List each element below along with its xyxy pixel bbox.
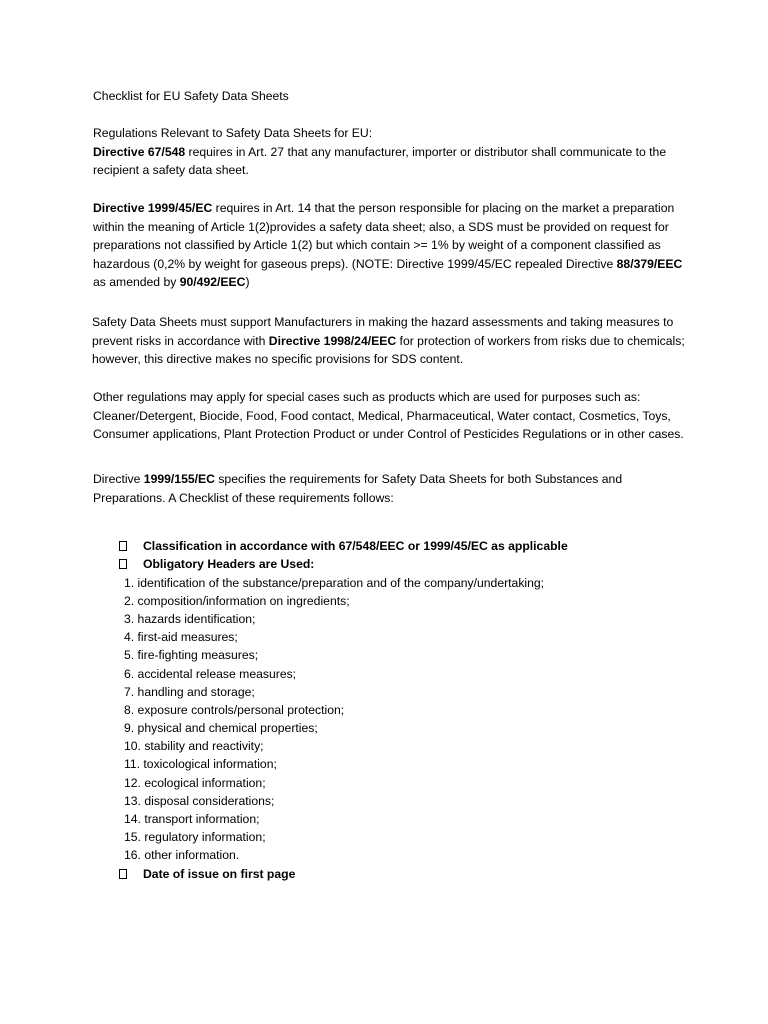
list-item: 15. regulatory information; bbox=[124, 830, 266, 845]
list-item: 8. exposure controls/personal protection; bbox=[124, 702, 345, 717]
directive-1999-155-paragraph bbox=[93, 470, 693, 507]
list-item: 11. toxicological information; bbox=[124, 757, 277, 772]
amended-by-text: as amended by bbox=[93, 275, 180, 290]
list-item: 9. physical and chemical properties; bbox=[124, 721, 318, 736]
checkbox-icon bbox=[119, 541, 127, 551]
checkbox-icon bbox=[119, 869, 127, 879]
list-item: 3. hazards identification; bbox=[124, 611, 256, 626]
directive-1999-45-text: requires in Art. 14 that the person responsible for placing on the market a preparation within the meaning of Article 1(2)provides a safety data sheet; also, a SDS must be provided on request for preparations not classified by Article 1(2) but which contain >= 1% by weight of a component classified as hazardous (0,2% by weight for gaseous preps). (NOTE: Directive 1999/45/EC repealed Directive bbox=[93, 201, 675, 271]
obligatory-headers-list bbox=[117, 574, 677, 865]
checklist-item-headers bbox=[117, 555, 677, 573]
sds-support-paragraph bbox=[92, 313, 692, 369]
checkbox-icon bbox=[119, 559, 127, 569]
checklist-item-label: Obligatory Headers are Used: bbox=[143, 557, 315, 572]
list-item: 2. composition/information on ingredients; bbox=[124, 593, 350, 608]
closing-paren: ) bbox=[245, 275, 250, 290]
list-item: 12. ecological information; bbox=[124, 775, 266, 790]
directive-1999-155-text: specifies the requirements for Safety Data Sheets for both Substances and Preparations. A Checklist of these requirements follows: bbox=[93, 472, 623, 505]
list-item: 5. fire-fighting measures; bbox=[124, 648, 259, 663]
directive-67-548: Directive 67/548 bbox=[93, 144, 186, 159]
directive-1999-45-paragraph bbox=[93, 199, 693, 292]
regulations-heading: Regulations Relevant to Safety Data Sheets for EU: bbox=[93, 126, 373, 140]
document-title: Checklist for EU Safety Data Sheets bbox=[93, 89, 289, 103]
directive-word: Directive bbox=[93, 472, 144, 486]
list-item: 7. handling and storage; bbox=[124, 684, 255, 699]
checklist-item-date-of-issue bbox=[117, 865, 677, 883]
list-item: 1. identification of the substance/preparation and of the company/undertaking; bbox=[124, 575, 545, 590]
directive-90-492: 90/492/EEC bbox=[179, 275, 246, 290]
checklist-item-label: Date of issue on first page bbox=[143, 866, 296, 881]
directive-1999-45: Directive 1999/45/EC bbox=[93, 201, 213, 215]
list-item: 10. stability and reactivity; bbox=[124, 739, 264, 754]
checklist-item-classification bbox=[117, 537, 677, 555]
regulations-paragraph bbox=[93, 124, 693, 180]
list-item: 13. disposal considerations; bbox=[124, 793, 275, 808]
list-item: 14. transport information; bbox=[124, 812, 260, 827]
regulations-text: requires in Art. 27 that any manufacturer, importer or distributor shall communicate to the recipient a safety data sheet. bbox=[93, 144, 667, 178]
directive-1999-155: 1999/155/EC bbox=[143, 472, 215, 486]
sds-support-text: Safety Data Sheets must support Manufacturers in making the hazard assessments and taking measures to prevent risks in accordance with bbox=[92, 315, 674, 348]
list-item: 4. first-aid measures; bbox=[124, 630, 238, 645]
list-item: 16. other information. bbox=[124, 848, 240, 863]
requirements-checklist bbox=[117, 537, 677, 883]
other-regulations-paragraph: Other regulations may apply for special cases such as products which are used for purposes such as: Cleaner/Detergent, Biocide, Food, Food contact, Medical, Pharmaceutical, Water contact, Cosmetics, Toys, Consumer applications, Plant Protection Product or under Control of Pesticides Regulations or in other cases. bbox=[93, 390, 684, 442]
checklist-item-label: Classification in accordance with 67/548/EEC or 1999/45/EC as applicable bbox=[143, 539, 568, 553]
list-item: 6. accidental release measures; bbox=[124, 666, 297, 681]
sds-support-text-2: for protection of workers from risks due to chemicals; however, this directive makes no specific provisions for SDS content. bbox=[92, 333, 685, 367]
directive-1998-24: Directive 1998/24/EEC bbox=[268, 333, 397, 348]
directive-88-379: 88/379/EEC bbox=[616, 256, 683, 271]
